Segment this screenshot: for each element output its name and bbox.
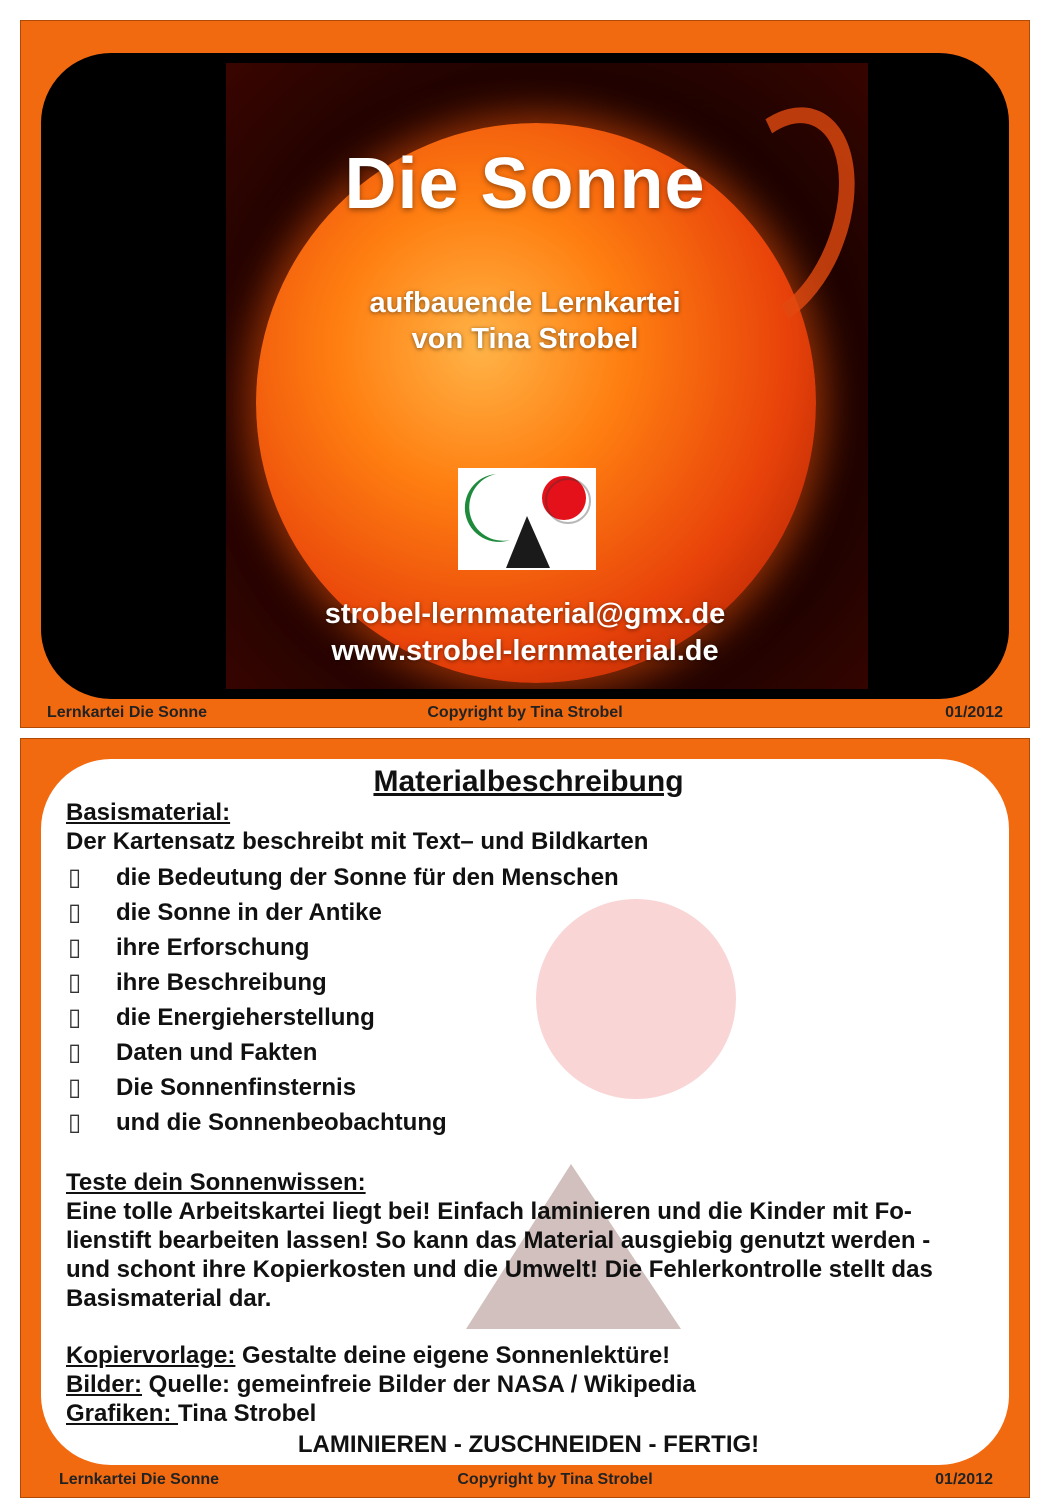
bullet-icon: ▯ [68,934,82,961]
description-card [20,738,1030,1498]
logo-triangle [506,516,550,568]
kopiervorlage-line [66,1341,991,1370]
bilder-text: Quelle: gemeinfreie Bilder der NASA / Wikipedia [142,1371,696,1398]
bullet-icon: ▯ [68,1039,82,1066]
footer-copyright: Copyright by Tina Strobel [457,1471,653,1488]
test-heading: Teste dein Sonnenwissen: [66,1169,366,1196]
bilder-label: Bilder: [66,1371,143,1398]
description-panel [41,759,1009,1465]
subtitle-line-2: von Tina Strobel [411,323,639,355]
logo-crescent [465,474,510,542]
footer-copyright: Copyright by Tina Strobel [427,704,623,721]
grafiken-line [66,1399,991,1428]
page-title: Materialbeschreibung [373,765,684,798]
list-item: ▯ die Sonne in der Antike [66,895,991,930]
test-text-line: Eine tolle Arbeitskartei liegt bei! Einfach laminieren und die Kinder mit Fo- [66,1198,912,1225]
kopiervorlage-text: Gestalte deine eigene Sonnenlektüre! [235,1342,671,1369]
grafiken-label: Grafiken: [66,1400,179,1427]
list-item: ▯ ihre Erforschung [66,930,991,965]
bullet-icon: ▯ [68,1004,82,1031]
bullet-icon: ▯ [68,969,82,996]
list-item: ▯ die Energieherstellung [66,1000,991,1035]
card-subtitle [41,285,1009,357]
logo-graphic [458,468,596,570]
list-item: ▯ Daten und Fakten [66,1035,991,1070]
bullet-icon: ▯ [68,1109,82,1136]
contact-email: strobel-lernmaterial@gmx.de [324,598,726,630]
footer-date: 01/2012 [945,704,1003,721]
grafiken-text: Tina Strobel [178,1400,317,1427]
footer-date: 01/2012 [935,1471,993,1488]
card-title: Die Sonne [344,144,706,224]
bullet-icon: ▯ [68,1074,82,1101]
footer-left: Lernkartei Die Sonne [47,704,208,721]
subtitle-line-1: aufbauende Lernkartei [369,287,681,319]
topic-list [66,860,991,1140]
bullet-icon: ▯ [68,899,82,926]
basis-intro: Der Kartensatz beschreibt mit Text– und Bildkarten [66,828,649,855]
list-item: ▯ und die Sonnenbeobachtung [66,1105,991,1140]
description-content [66,759,991,1459]
publisher-logo [458,468,596,570]
contact-block [41,596,1009,670]
test-text-line: und schont ihre Kopierkosten und die Umwelt! Die Fehlerkontrolle stellt das [66,1256,933,1283]
kopiervorlage-label: Kopiervorlage: [66,1342,236,1369]
test-text-line: Basismaterial dar. [66,1285,272,1312]
test-text-line: lienstift bearbeiten lassen! So kann das Material ausgiebig genutzt werden - [66,1227,931,1254]
title-card [20,20,1030,728]
contact-website: www.strobel-lernmaterial.de [331,635,719,667]
basis-heading: Basismaterial: [66,799,231,826]
title-card-panel [41,53,1009,699]
bullet-icon: ▯ [68,864,82,891]
list-item: ▯ ihre Beschreibung [66,965,991,1000]
list-item: ▯ die Bedeutung der Sonne für den Menschen [66,860,991,895]
list-item: ▯ Die Sonnenfinsternis [66,1070,991,1105]
footer-left: Lernkartei Die Sonne [59,1471,220,1488]
bilder-line [66,1370,991,1399]
final-instruction: LAMINIEREN - ZUSCHNEIDEN - FERTIG! [297,1431,760,1458]
